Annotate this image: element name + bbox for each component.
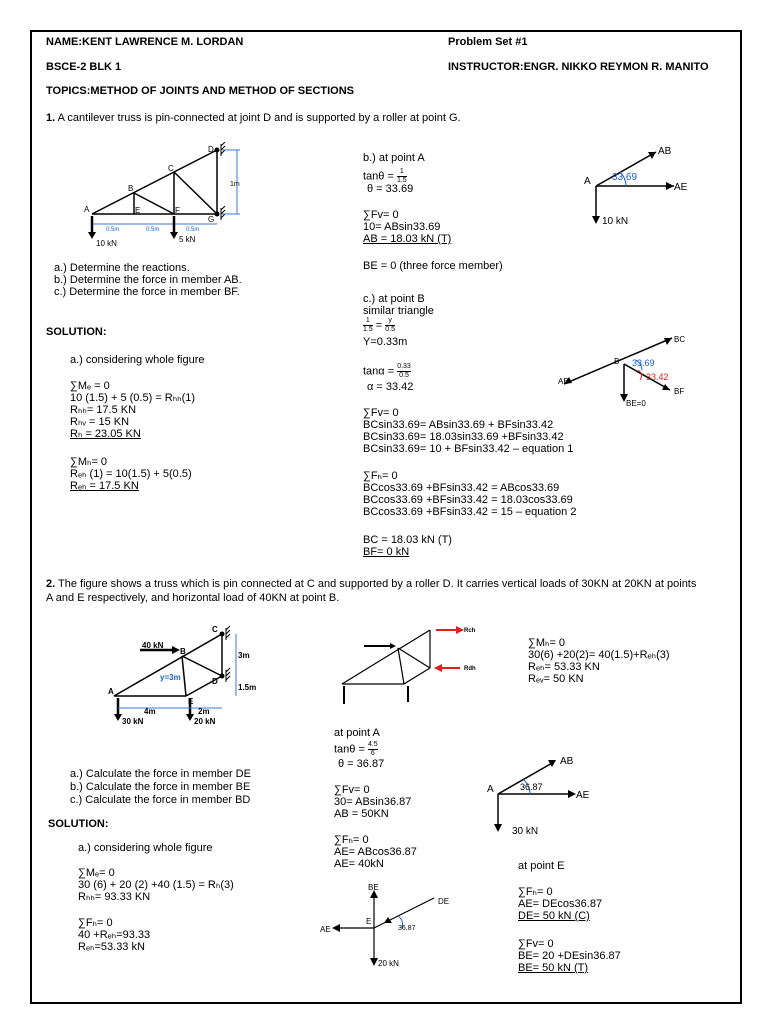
student-name: NAME:KENT LAWRENCE M. LORDAN	[46, 36, 244, 48]
p2-label-a: A	[108, 687, 114, 696]
p1-label-f: F	[175, 206, 180, 215]
p1-load1: 10 kN	[96, 239, 117, 248]
fbd-b-be: BE=0	[626, 399, 646, 408]
p1-dim1: 0.5m	[106, 227, 120, 233]
p2-d2: 2m	[198, 707, 210, 716]
p2-label-b: B	[180, 647, 186, 656]
p2-truss-figure	[108, 624, 258, 734]
p2-fbd-e-angle: 36.87	[398, 925, 416, 932]
p1-dim2: 0.5m	[146, 227, 160, 233]
instructor: INSTRUCTOR:ENGR. NIKKO REYMON R. MANITO	[448, 61, 709, 73]
p2-fbd-a-ab: AB	[560, 756, 574, 767]
fbd-b-b: B	[614, 357, 620, 366]
p1-truss-figure	[82, 142, 257, 250]
p1-label-b: B	[128, 184, 134, 193]
p1-b-tan: tanθ = $\frac{1}{1.5}$	[363, 168, 407, 184]
p2-a-block2: ∑Fₕ= 0 40 +Rₑₕ=93.33 Rₑₕ=53.33 kN	[78, 917, 151, 953]
p1-b-theta: θ = 33.69	[367, 183, 414, 195]
p1-c-fh: ∑Fₕ= 0 BCcos33.69 +BFsin33.42 = ABcos33.69 BCcos33.69 +BFsin33.42 = 18.03cos33.69 BCcos33.69 +BFsin33.42 = 15 – equation 2	[363, 470, 577, 518]
p1-a-block1: ∑Mₑ = 0 10 (1.5) + 5 (0.5) = Rₕₕ(1) Rₕₕ= 17.5 KN Rₕᵥ = 15 KN Rₕ = 23.05 KN	[70, 380, 196, 440]
p1-a-title: a.) considering whole figure	[70, 354, 205, 366]
p2-pa-tan: tanθ = $\frac{4.5}{6}$	[334, 741, 378, 757]
problem-set: Problem Set #1	[448, 36, 528, 48]
p1-c-ratio: $\frac{1}{1.5}$ = $\frac{y}{0.5}$	[363, 317, 396, 333]
p2-label-d: D	[212, 677, 218, 686]
p1-solution-label: SOLUTION:	[46, 326, 107, 338]
p2-moments: ∑Mₕ= 0 30(6) +20(2)= 40(1.5)+Rₑₕ(3) Rₑₕ= 53.33 KN Rₑᵥ= 50 KN	[528, 637, 670, 685]
p2-fbd-a-angle: 36.87	[520, 782, 543, 792]
p1-label-e: E	[135, 206, 141, 215]
p2-pa-fv: ∑Fv= 0 30= ABsin36.87 AB = 50KN	[334, 784, 412, 820]
p2-questions: a.) Calculate the force in member DE b.) Calculate the force in member BE c.) Calculate the force in member BD	[70, 768, 251, 806]
p2-h2: 1.5m	[238, 683, 257, 692]
p2-truss-reactions	[336, 622, 496, 718]
fbd-a-ab: AB	[658, 146, 672, 157]
p2-rch: Rch	[464, 628, 476, 634]
p1-a-block2: ∑Mₕ= 0 Rₑₕ (1) = 10(1.5) + 5(0.5) Rₑₕ = 17.5 KN	[70, 456, 192, 492]
p2-label-c: C	[212, 625, 218, 634]
p1-label-d: D	[208, 145, 214, 154]
section: BSCE-2 BLK 1	[46, 61, 122, 73]
p2-a-title: a.) considering whole figure	[78, 842, 213, 854]
p2-solution-label: SOLUTION:	[48, 818, 109, 830]
p2-fbd-a-load: 30 kN	[512, 826, 539, 837]
p2-pa-theta: θ = 36.87	[338, 758, 385, 770]
p1-dim-height: 1m	[230, 181, 240, 188]
p2-pe-fv: ∑Fv= 0 BE= 20 +DEsin36.87 BE= 50 kN (T)	[518, 938, 621, 974]
p2-rdh: Rdh	[464, 666, 476, 672]
fbd-a-ae: AE	[674, 182, 688, 193]
p1-load2: 5 kN	[179, 235, 196, 244]
p2-fbd-a	[484, 752, 604, 838]
p2-load-h: 40 kN	[142, 641, 164, 650]
p1-b-block: ∑Fv= 0 10= ABsin33.69 AB = 18.03 kN (T)	[363, 209, 452, 245]
p2-h1: 3m	[238, 651, 250, 660]
fbd-a-load: 10 kN	[602, 216, 629, 227]
p1-c-y: Y=0.33m	[363, 336, 408, 348]
p2-l1: 30 kN	[122, 717, 144, 726]
p2-fbd-e-ae: AE	[320, 925, 331, 934]
fbd-b-bf: BF	[674, 387, 685, 396]
p2-statement: 2. The figure shows a truss which is pin connected at C and supported by a roller D. It carries vertical loads of 30KN at 20KN at points A and E respectively, and horizontal load of 40KN at point B.	[46, 578, 697, 604]
p1-c-result: BC = 18.03 kN (T) BF= 0 kN	[363, 534, 452, 558]
p1-fbd-b	[554, 332, 694, 408]
p1-c-title: c.) at point B	[363, 293, 425, 305]
p2-pa-title: at point A	[334, 727, 380, 739]
p1-b-be: BE = 0 (three force member)	[363, 260, 503, 272]
fbd-a-a: A	[584, 176, 591, 187]
p2-pe-fh: ∑Fₕ= 0 AE= DEcos36.87 DE= 50 kN (C)	[518, 886, 603, 922]
fbd-b-a2: 33.42	[646, 372, 669, 382]
p2-fbd-e-e: E	[366, 917, 372, 926]
p1-label-a: A	[84, 205, 90, 214]
p2-fbd-e-load: 20 kN	[378, 959, 399, 968]
fbd-b-a1: 33.69	[632, 358, 655, 368]
p1-c-similar: similar triangle	[363, 305, 434, 317]
p2-l2: 20 kN	[194, 717, 216, 726]
p1-c-fv: ∑Fv= 0 BCsin33.69= ABsin33.69 + BFsin33.42 BCsin33.69= 18.03sin33.69 +BFsin33.42 BCsin33.69= 10 + BFsin33.42 – equation 1	[363, 407, 574, 455]
p1-c-tan: tanα = $\frac{0.33}{0.5}$	[363, 363, 411, 379]
p2-fbd-a-a: A	[487, 784, 494, 795]
p2-fbd-a-ae: AE	[576, 790, 590, 801]
fbd-b-bc: BC	[674, 335, 686, 344]
p2-a-block1: ∑Mₑ= 0 30 (6) + 20 (2) +40 (1.5) = Rₕ(3) Rₕₕ= 93.33 KN	[78, 867, 234, 903]
fbd-a-angle: 33.69	[612, 172, 638, 183]
p2-pa-fh: ∑Fₕ= 0 AE= ABcos36.87 AE= 40kN	[334, 834, 417, 870]
p2-fbd-e	[316, 884, 466, 974]
p2-label-e: E	[188, 697, 194, 706]
p1-fbd-a	[580, 140, 700, 228]
p1-statement: 1. A cantilever truss is pin-connected at joint D and is supported by a roller at point G.	[46, 112, 461, 124]
p1-label-c: C	[168, 164, 174, 173]
topics: TOPICS:METHOD OF JOINTS AND METHOD OF SECTIONS	[46, 85, 355, 97]
p1-c-alpha: α = 33.42	[367, 381, 414, 393]
p2-fbd-e-be: BE	[368, 884, 379, 892]
p2-d1: 4m	[144, 707, 156, 716]
p1-questions: a.) Determine the reactions. b.) Determine the force in member AB. c.) Determine the force in member BF.	[54, 262, 242, 298]
p1-label-g: G	[208, 215, 215, 224]
p1-b-title: b.) at point A	[363, 152, 425, 164]
p1-dim3: 0.5m	[186, 227, 200, 233]
p2-fbd-e-de: DE	[438, 897, 450, 906]
p2-pe-title: at point E	[518, 860, 565, 872]
p2-y: y=3m	[160, 673, 181, 682]
fbd-b-ab: AB	[558, 377, 569, 386]
